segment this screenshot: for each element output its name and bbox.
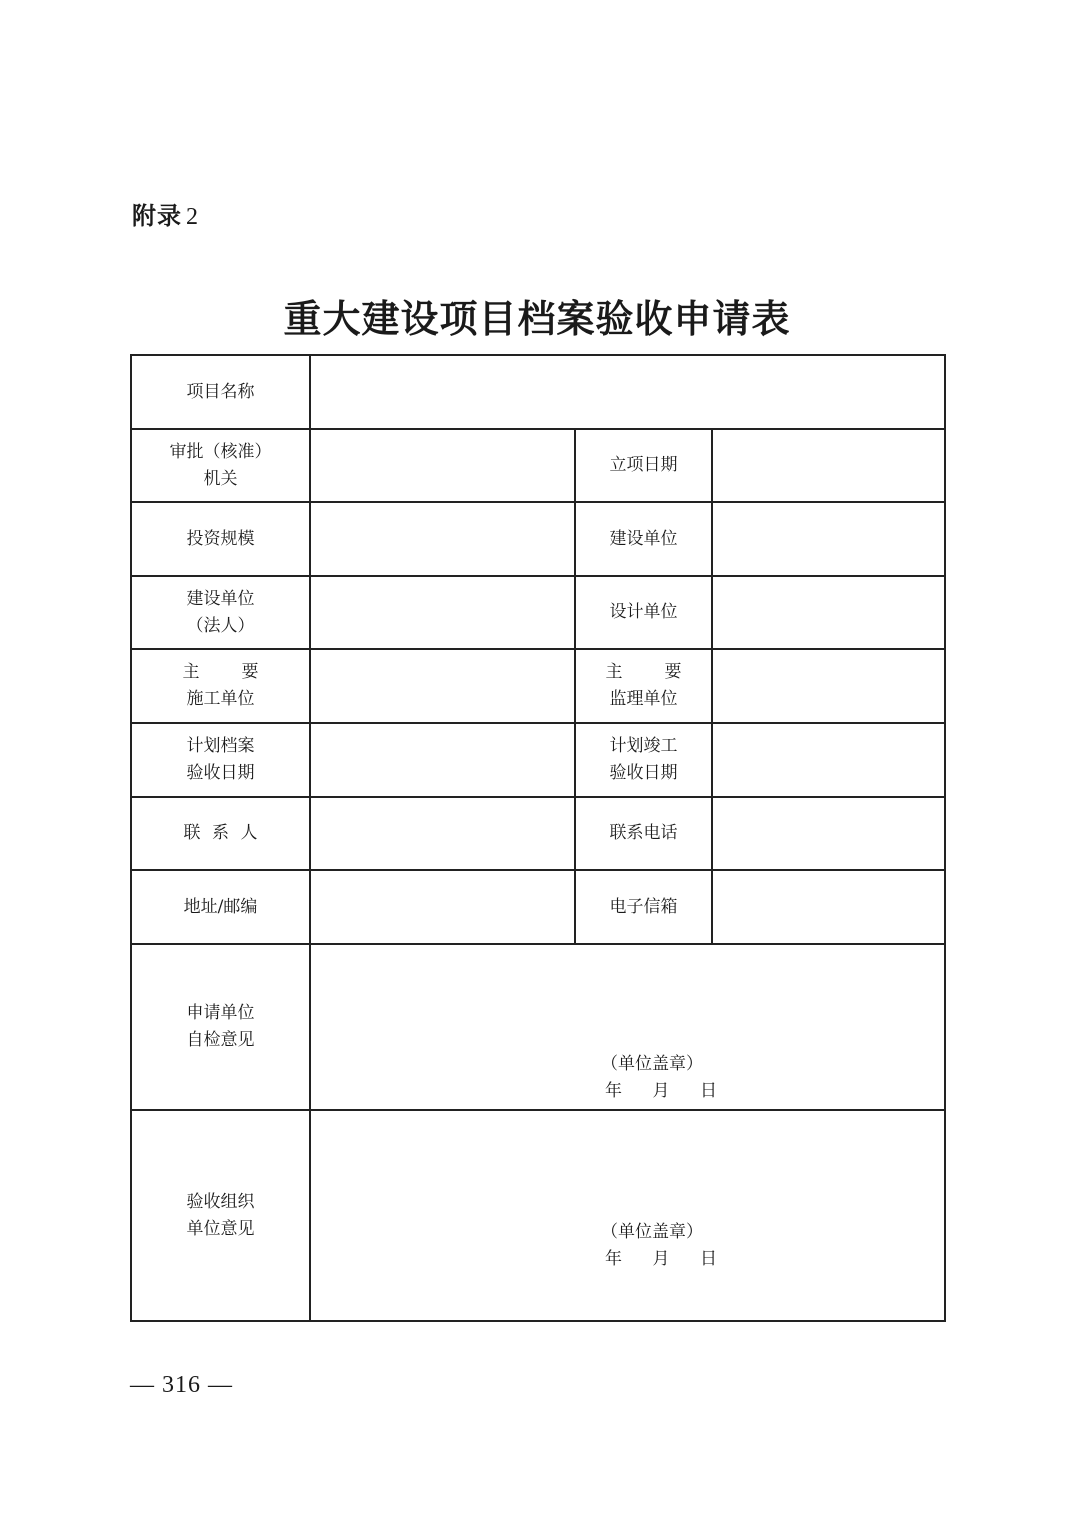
field-investment-scale[interactable] (310, 502, 575, 576)
field-email[interactable] (712, 870, 945, 944)
label-design-unit: 设计单位 (575, 576, 712, 649)
field-contact-phone[interactable] (712, 797, 945, 870)
field-approval-org[interactable] (310, 429, 575, 502)
field-approval-date[interactable] (712, 429, 945, 502)
label-approval-date: 立项日期 (575, 429, 712, 502)
appendix-label: 附录 (132, 202, 182, 230)
seal-text: （单位盖章） (601, 1222, 703, 1242)
row-approval (131, 429, 945, 502)
label-email: 电子信箱 (575, 870, 712, 944)
row-project-name (131, 355, 945, 429)
field-planned-archive-date[interactable] (310, 723, 575, 797)
row-planned-dates (131, 723, 945, 797)
field-address-zip[interactable] (310, 870, 575, 944)
field-construction-unit[interactable] (712, 502, 945, 576)
label-main-supervisor: 主 要 监理单位 (575, 649, 712, 723)
self-check-signature-block (601, 1051, 717, 1105)
label-main-builder: 主 要 施工单位 (131, 649, 310, 723)
row-contact (131, 797, 945, 870)
field-planned-completion-date[interactable] (712, 723, 945, 797)
label-investment-scale: 投资规模 (131, 502, 310, 576)
label-construction-unit: 建设单位 (575, 502, 712, 576)
row-acceptance-org (131, 1110, 945, 1321)
field-design-unit[interactable] (712, 576, 945, 649)
row-self-check (131, 944, 945, 1110)
row-investment (131, 502, 945, 576)
label-contact-person: 联 系 人 (131, 797, 310, 870)
field-main-supervisor[interactable] (712, 649, 945, 723)
row-address-email (131, 870, 945, 944)
field-acceptance-org-opinion[interactable] (310, 1110, 945, 1321)
label-approval-org: 审批（核准） 机关 (131, 429, 310, 502)
field-main-builder[interactable] (310, 649, 575, 723)
field-construction-unit-legal[interactable] (310, 576, 575, 649)
row-builder-supervisor (131, 649, 945, 723)
label-project-name: 项目名称 (131, 355, 310, 429)
field-project-name[interactable] (310, 355, 945, 429)
row-legal-design (131, 576, 945, 649)
label-address-zip: 地址/邮编 (131, 870, 310, 944)
field-contact-person[interactable] (310, 797, 575, 870)
date-line: 年 月 日 (605, 1249, 717, 1269)
label-self-check-opinion: 申请单位 自检意见 (131, 944, 310, 1110)
seal-text: （单位盖章） (601, 1054, 703, 1074)
application-form-table (130, 354, 946, 1322)
document-title: 重大建设项目档案验收申请表 (283, 297, 791, 341)
date-line: 年 月 日 (605, 1081, 717, 1101)
label-construction-unit-legal: 建设单位 （法人） (131, 576, 310, 649)
label-acceptance-org-opinion: 验收组织 单位意见 (131, 1110, 310, 1321)
appendix-number: 2 (186, 204, 199, 230)
label-contact-phone: 联系电话 (575, 797, 712, 870)
label-planned-archive-date: 计划档案 验收日期 (131, 723, 310, 797)
appendix-heading (132, 196, 199, 231)
field-self-check-opinion[interactable] (310, 944, 945, 1110)
acceptance-signature-block (601, 1219, 717, 1273)
page-number: — 316 — (130, 1372, 233, 1398)
label-planned-completion-date: 计划竣工 验收日期 (575, 723, 712, 797)
